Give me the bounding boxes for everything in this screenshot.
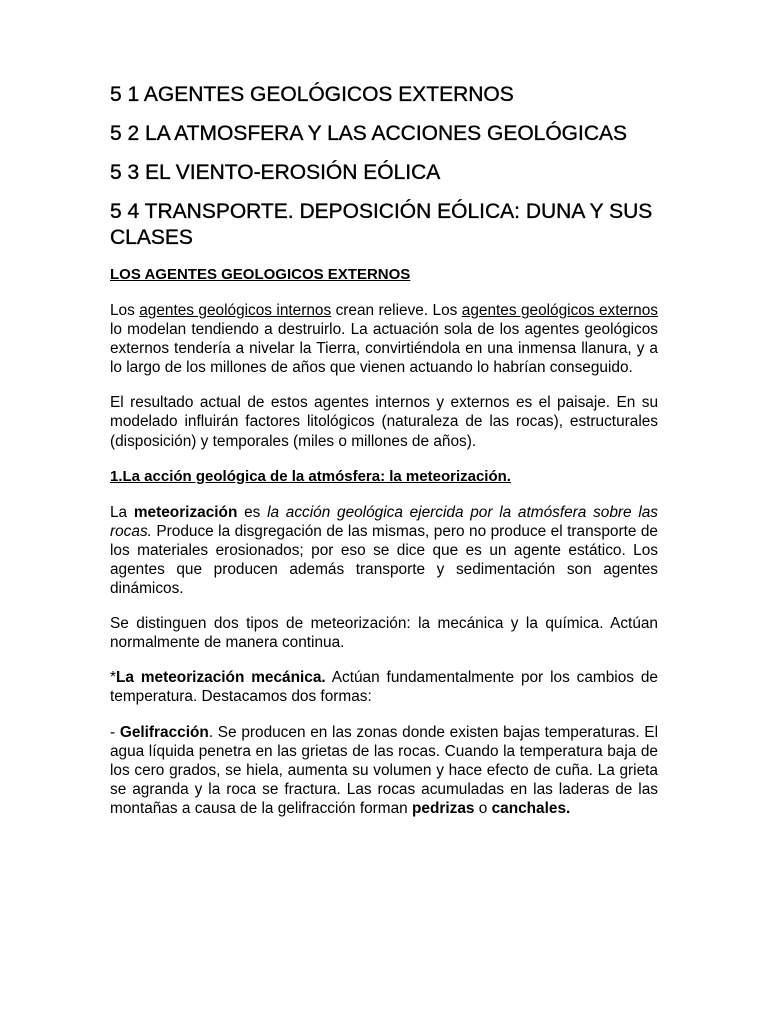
section-title-meteorizacion: 1.La acción geológica de la atmósfera: la meteorización. xyxy=(110,467,511,485)
text-run: crean relieve. Los xyxy=(331,302,462,319)
term-meteorizacion: meteorización xyxy=(133,503,238,521)
document-page xyxy=(110,82,658,818)
heading-5-1: 5 1 AGENTES GEOLÓGICOS EXTERNOS xyxy=(110,83,514,106)
heading-5-2: 5 2 LA ATMOSFERA Y LAS ACCIONES GEOLÓGICAS xyxy=(110,122,628,145)
paragraph-tipos: Se distinguen dos tipos de meteorización: la mecánica y la química. Actúan normalmente de manera continua. xyxy=(110,615,658,652)
text-run: . Se producen en las zonas donde existen bajas temperaturas. El agua líquida penetra en las grietas de las rocas. Cuando la temperatura baja de los cero grados, se hiela, aumenta su volumen y hace efecto de cuña. La grieta se agranda y la roca se fractura. Las rocas acumuladas en las laderas de las montañas a causa de la gelifracción forman xyxy=(110,723,658,817)
term-pedrizas: pedrizas xyxy=(412,799,475,817)
text-run: La xyxy=(110,503,134,521)
text-run: es xyxy=(237,503,268,521)
section-title-agentes: LOS AGENTES GEOLOGICOS EXTERNOS xyxy=(110,266,411,283)
paragraph-paisaje: El resultado actual de estos agentes internos y externos es el paisaje. En su modelado influirán factores litológicos (naturaleza de las rocas), estructurales (disposición) y temporales (miles o millones de años). xyxy=(110,394,658,450)
text-run: Produce la disgregación de las mismas, pero no produce el transporte de los materiales erosionados; por eso se dice que es un agente estático. Los agentes que producen además transporte y sedimentación son agentes dinámicos. xyxy=(110,522,658,598)
text-run: - xyxy=(110,723,120,741)
text-run: o xyxy=(474,799,492,817)
paragraph-agentes-intro xyxy=(110,301,658,377)
text-run: Actúan fundamentalmente por los cambios de temperatura. Destacamos dos formas: xyxy=(110,669,658,706)
definition-meteorizacion: la acción geológica ejercida por la atmósfera sobre las rocas. xyxy=(110,503,658,540)
text-run: Los xyxy=(110,302,140,319)
text-run: lo modelan tendiendo a destruirlo. La actuación sola de los agentes geológicos externos tendería a nivelar la Tierra, convirtiéndola en una inmensa llanura, y a lo largo de los millones de años que vienen actuando lo habrían conseguido. xyxy=(110,321,658,377)
term-gelifraccion: Gelifracción xyxy=(119,723,209,741)
term-meteorizacion-mecanica: La meteorización mecánica. xyxy=(116,669,326,687)
heading-5-4: 5 4 TRANSPORTE. DEPOSICIÓN EÓLICA: DUNA Y SUS CLASES xyxy=(110,200,653,249)
text-run: * xyxy=(110,669,116,687)
paragraph-mecanica xyxy=(110,668,658,706)
paragraph-meteorizacion xyxy=(110,503,658,598)
link-agentes-externos[interactable]: agentes geológicos externos xyxy=(461,302,658,319)
term-canchales: canchales. xyxy=(491,799,571,817)
heading-5-3: 5 3 EL VIENTO-EROSIÓN EÓLICA xyxy=(110,161,441,184)
paragraph-gelifraccion xyxy=(110,723,658,818)
link-agentes-internos[interactable]: agentes geológicos internos xyxy=(139,302,332,319)
